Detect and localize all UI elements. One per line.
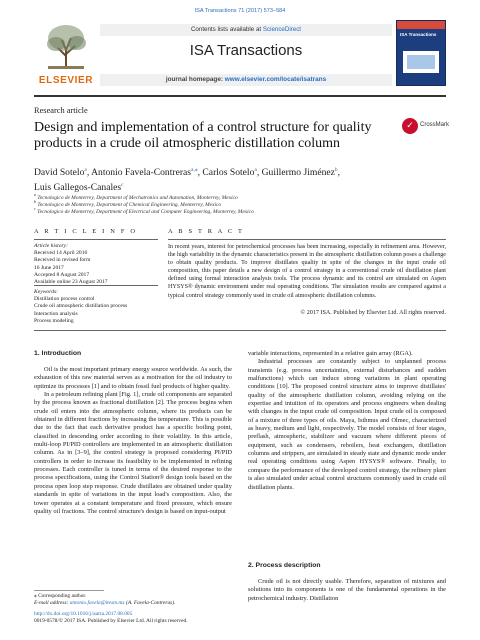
affiliation: [34, 206, 446, 215]
cover-title: ISA Transactions: [400, 32, 437, 37]
history-line: Accepted 8 August 2017: [34, 271, 90, 278]
affiliation-text: Tecnologico de Monterrey, Department of Mechatronics and Automation, Monterrey, Mexico: [37, 194, 238, 201]
journal-title: ISA Transactions: [189, 42, 303, 59]
keywords: [34, 289, 158, 325]
elsevier-logo[interactable]: [34, 20, 98, 90]
article-info-heading: A R T I C L E I N F O: [34, 228, 138, 235]
journal-cover-thumbnail[interactable]: [396, 20, 446, 86]
author-affil-marker[interactable]: b: [334, 167, 338, 173]
crossmark-badge[interactable]: [402, 118, 450, 146]
affiliation-text: Tecnologico de Monterrey, Department of Chemical Engineering, Monterrey, Mexico: [37, 201, 222, 208]
sciencedirect-link[interactable]: ScienceDirect: [262, 26, 302, 33]
keyword: Interaction analysis: [34, 310, 78, 317]
contents-prefix: Contents lists available at: [190, 26, 263, 33]
journal-header: [34, 20, 446, 90]
author-affil-marker[interactable]: a: [254, 167, 257, 173]
abstract-text: In recent years, interest for petrochemical processes has been increasing, especially in refinement area. However, the high variability in the dynamic characteristics present in the atmospheric distillation column poses a challenge to obtain quality products. To improve distillates quality in spite of the changes in the input crude oil composition, this paper details a new design of a control strategy in a conventional crude oil distillation plant defined using formal interaction analysis tools. The process dynamic and its control are simulated on Aspen HYSYS® dynamic environment under real operating conditions. The simulation results are compared against a typical control strategy commonly used in crude oil atmospheric distillation columns.: [168, 244, 446, 299]
paragraph: Oil is the most important primary energy source worldwide. As such, the exhaustion of this raw material serves as a motivation for the oil industry to optimize its processes [1] and to obtain fossil fuel products of higher quality.: [34, 366, 232, 390]
affiliation-text: Tecnologico de Monterrey, Department of Electrical and Computer Engineering, Monterrey, Mexico: [37, 208, 254, 215]
paragraph: Crude oil is not directly usable. Therefore, separation of mixtures and solutions into its components is one of the fundamental operations in the petrochemical industry. Distillation: [248, 578, 446, 602]
paragraph-continued: variable interactions, represented in a relative gain array (RGA).: [248, 350, 413, 357]
history-line: Received 14 April 2016: [34, 250, 88, 257]
crossmark-icon: ✓: [402, 118, 418, 134]
footnote-marker: ⁎: [34, 593, 37, 599]
keywords-label: Keywords:: [34, 289, 59, 295]
issn-line: 0019-0578/© 2017 ISA. Published by Elsevier Ltd. All rights reserved.: [34, 618, 188, 624]
affiliation-marker: c: [34, 206, 36, 211]
elsevier-wordmark: ELSEVIER: [38, 75, 94, 86]
abstract-copyright: © 2017 ISA. Published by Elsevier Ltd. All rights reserved.: [300, 310, 446, 316]
article-type: Research article: [34, 106, 88, 115]
journal-citation[interactable]: ISA Transactions 71 (2017) 573–584: [194, 8, 286, 14]
author-affil-marker[interactable]: c: [121, 182, 124, 189]
elsevier-tree-icon: [40, 22, 92, 72]
author-affil-marker[interactable]: a: [84, 167, 87, 173]
keyword: Distillation process control: [34, 296, 95, 303]
cover-image: [403, 51, 439, 73]
author-name[interactable]: David Sotelo: [34, 167, 85, 179]
paragraph: Industrial processes are constantly subject to unplanned process transients (e.g. process uncertainties, external disturbances and sudden malfunctions) which can induce strong variations in plant operating conditions [10]. The proposed control structure aims to improve distillates' quality of the atmospheric distillation column, avoiding relying on the expertise and intuition of its operators and process engineers when dealing with changes in the input crude oil composition. Input crude oil is composed of a mixture of three types of oils. Maya, Isthmus and Olmec, characterized as heavy, medium and light, respectively. The model consists of four stages, preflash, atmospheric, stabilizer and vacuum where different pieces of equipment, such as condensers, reboilers, heat exchangers, distillation columns and strippers, are simulated in steady state and dynamic mode under real operating conditions using Aspen HYSYS® software. Finally, to compare the performance of the developed control strategy, the refinery plant is also simulated under actual control structures commonly used in crude oil distillation plants.: [248, 358, 446, 491]
author-affil-marker[interactable]: a,⁎: [191, 167, 198, 173]
header-divider: [34, 95, 446, 97]
keyword: Process modeling: [34, 317, 74, 324]
history-line: Available online 23 August 2017: [34, 279, 108, 286]
footnote-label: Corresponding author.: [38, 593, 87, 599]
doi-link[interactable]: http://dx.doi.org/10.1016/j.isatra.2017.08.005: [34, 611, 133, 617]
history-line: 16 June 2017: [34, 264, 64, 271]
author-name[interactable]: Guillermo Jiménez: [261, 167, 335, 179]
article-history: [34, 243, 158, 286]
homepage-prefix: journal homepage:: [165, 76, 225, 83]
author-name[interactable]: Luis Gallegos-Canales: [34, 182, 122, 194]
history-label: Article history:: [34, 243, 69, 249]
author-name[interactable]: Carlos Sotelo: [202, 167, 255, 179]
section-heading-introduction: 1. Introduction: [34, 350, 82, 357]
introduction-right-column: [248, 350, 446, 492]
footnote-rule: [34, 590, 104, 591]
author-name[interactable]: Antonio Favela-Contreras: [91, 167, 192, 179]
homepage-link[interactable]: www.elsevier.com/locate/isatrans: [224, 76, 327, 83]
abstract-rule: [168, 239, 446, 240]
corresponding-author-footnote: [34, 593, 232, 607]
affiliation-marker: a: [34, 192, 36, 197]
article-title: Design and implementation of a control structure for quality products in a crude oil atmospheric distillation column: [34, 120, 372, 151]
article-info-rule: [34, 239, 158, 240]
cover-top-band: [397, 21, 445, 29]
crossmark-label: CrossMark: [420, 122, 450, 128]
email-prefix: E-mail address:: [34, 600, 70, 606]
author-list: David Sotelo$^a$, Antonio Favela-Contreras$^{a,⁎}$, Carlos Sotelo$^a$, Guillermo Jiménez$^b$, Luis Gallegos-Canales$^c$: [34, 167, 341, 194]
contents-line: [100, 24, 392, 36]
email-suffix: (A. Favela-Contreras).: [124, 600, 176, 606]
section-heading-process-description: 2. Process description: [248, 562, 321, 569]
abstract-heading: A B S T R A C T: [168, 228, 245, 235]
homepage-line: [100, 74, 392, 86]
email-link[interactable]: antonio.favela@itesm.mx: [69, 600, 125, 606]
keywords-rule: [34, 285, 158, 286]
keyword: Crude oil atmospheric distillation process: [34, 303, 128, 310]
introduction-left-column: [34, 366, 232, 516]
process-description-column: [248, 578, 446, 603]
article-footer: [34, 611, 446, 625]
abstract-bottom-rule: [34, 330, 446, 331]
affiliation-marker: b: [34, 199, 36, 204]
paragraph: In a petroleum refining plant [Fig. 1], crude oil components are separated by the process known as fractional distillation [2]. The process begins when crude oil enters into the atmospheric column, where its products can be obtained in different fractions by increasing the temperature. This is possible due to the fact that each derivative product has a specific boiling point, classified in descending order according to their volatility. In this article, multi-loop PI/PID controllers are implemented in an atmospheric distillation column. As in [3–9], the control strategy is proposed considering PI/PID controllers in order to increase its feasibility to be implemented in refining processes. Each controller is tuned in terms of the desired response to the process specifications, using the Control Station® design tools based on the process open loop step response. Crude distillates are obtained under quality standards in spite of variations in the input load's composition. Also, the tower operates at a constant temperature and fixed pressure, which ensure quality oil fractions. The control structure's design is based on input-output: [34, 391, 232, 515]
journal-banner: [100, 20, 392, 90]
history-line: Received in revised form: [34, 257, 91, 264]
